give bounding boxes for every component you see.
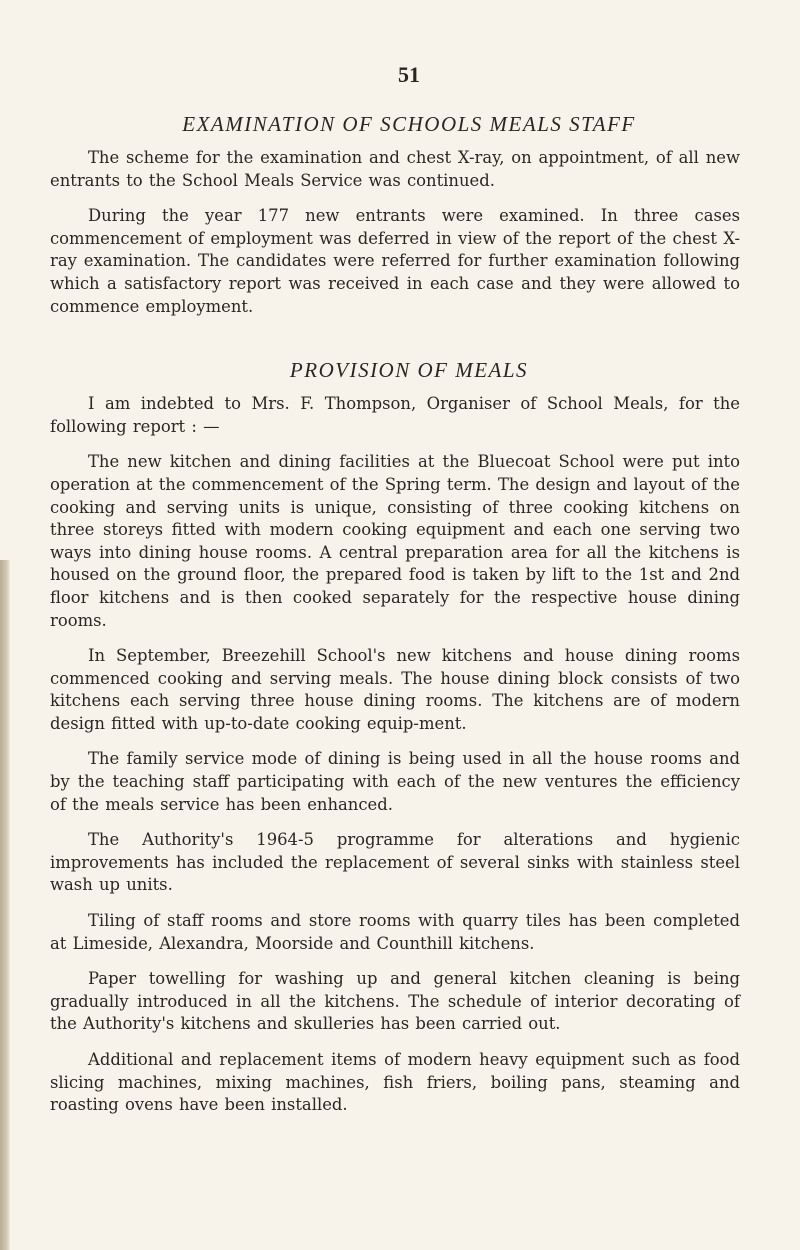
paragraph: The Authority's 1964-5 programme for alterations and hygienic improvements has included the replacement of several sinks with stainless steel wash up units.: [50, 830, 740, 895]
paragraph: The family service mode of dining is being used in all the house rooms and by the teaching staff participating with each of the new ventures the efficiency of the meals service has been enhanced.: [50, 749, 740, 814]
document-page: [50, 62, 740, 1130]
paragraph: I am indebted to Mrs. F. Thompson, Organiser of School Meals, for the following report : —: [50, 394, 740, 436]
paragraph: In September, Breezehill School's new kitchens and house dining rooms commenced cooking and serving meals. The house dining block consists of two kitchens each serving three house dining rooms. The kitchens are of modern design fitted with up-to-date cooking equip-ment.: [50, 646, 740, 733]
paragraph: During the year 177 new entrants were examined. In three cases commencement of employment was deferred in view of the report of the chest X-ray examination. The candidates were referred for further examination following which a satisfactory report was received in each case and they were allowed to commence employment.: [50, 206, 740, 316]
section-heading-provision: PROVISION OF MEALS: [289, 358, 529, 383]
page-edge-shadow: [0, 560, 10, 1250]
paragraph: The new kitchen and dining facilities at the Bluecoat School were put into operation at the commencement of the Spring term. The design and layout of the cooking and serving units is unique, consisting of three cooking kitchens on three storeys fitted with modern cooking equipment and each one serving two ways into dining house rooms. A central preparation area for all the kitchens is housed on the ground floor, the prepared food is taken by lift to the 1st and 2nd floor kitchens and is then cooked separately for the respective house dining rooms.: [50, 452, 740, 630]
page-number: 51: [398, 62, 420, 87]
section-heading-examination: EXAMINATION OF SCHOOLS MEALS STAFF: [182, 112, 636, 136]
paragraph: Paper towelling for washing up and general kitchen cleaning is being gradually introduced in all the kitchens. The schedule of interior decorating of the Authority's kitchens and skulleries has been carried out.: [50, 969, 740, 1034]
paragraph: Tiling of staff rooms and store rooms with quarry tiles has been completed at Limeside, Alexandra, Moorside and Counthill kitchens.: [50, 911, 740, 953]
paragraph: Additional and replacement items of modern heavy equipment such as food slicing machines, mixing machines, fish friers, boiling pans, steaming and roasting ovens have been installed.: [50, 1050, 740, 1115]
paragraph: The scheme for the examination and chest X-ray, on appointment, of all new entrants to the School Meals Service was continued.: [50, 148, 740, 190]
